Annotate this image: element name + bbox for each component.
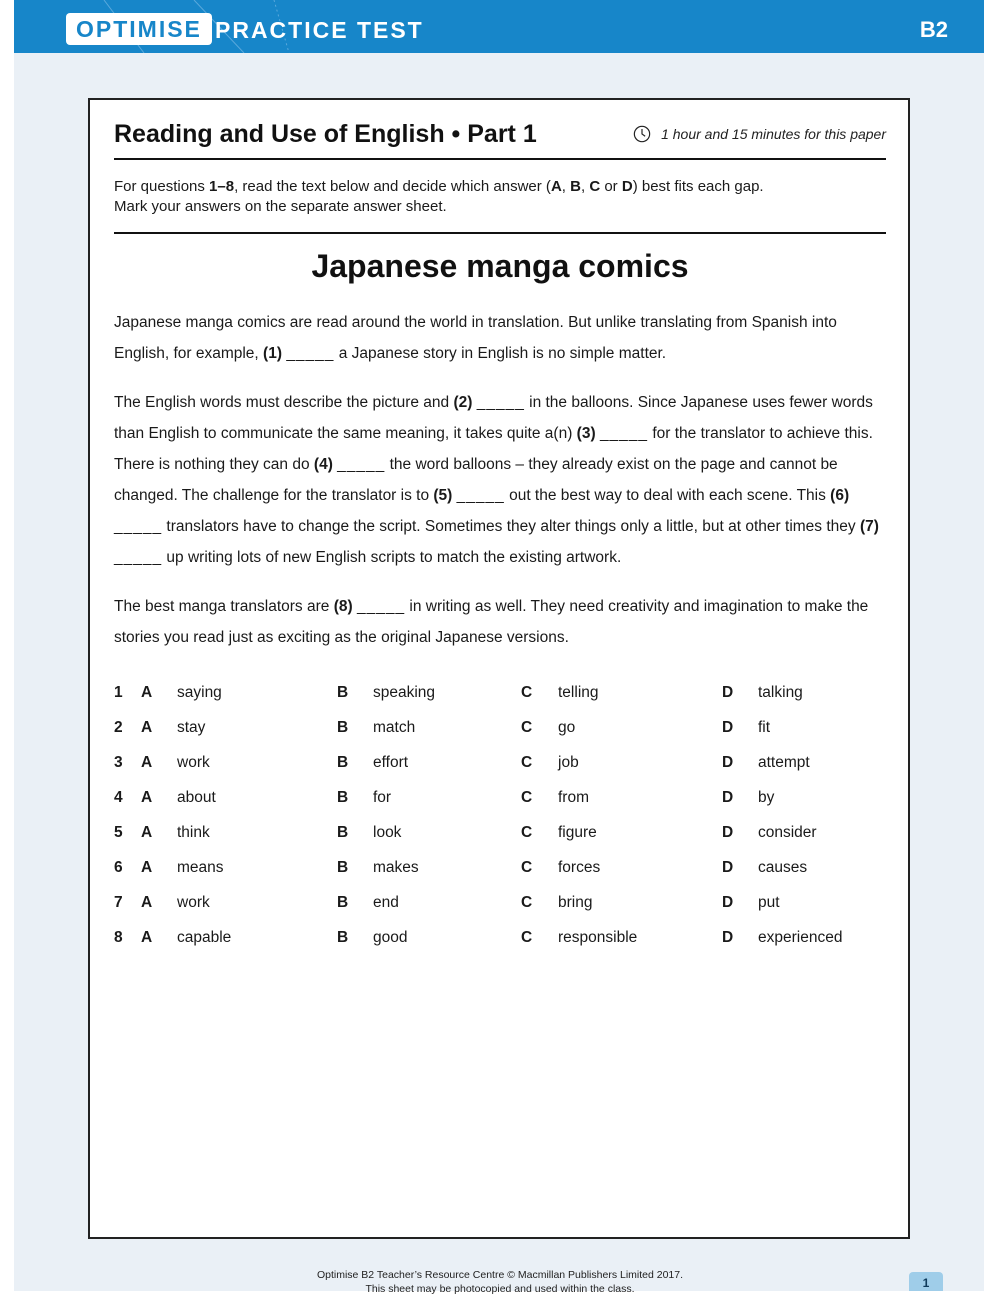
gap-label: (3) (576, 425, 596, 442)
copyright-line: Optimise B2 Teacher’s Resource Centre © Macmillan Publishers Limited 2017. (316, 1269, 684, 1281)
option-letter-b: B (337, 719, 349, 736)
option-b: good (373, 929, 408, 946)
gap-blank: _____ (456, 487, 505, 504)
option-d: causes (758, 859, 808, 876)
question-number: 4 (114, 789, 123, 806)
option-letter-c: C (521, 684, 533, 701)
option-a: work (177, 754, 210, 771)
option-c: bring (558, 894, 593, 911)
option-letter-a: A (141, 929, 153, 946)
passage-text: for the translator to achieve this. There is nothing they can do (114, 425, 873, 473)
passage-text: The English words must describe the picture and (114, 394, 454, 411)
option-row (114, 923, 886, 958)
gap-blank: _____ (114, 518, 163, 535)
option-letter-c: C (521, 824, 533, 841)
option-a: stay (177, 719, 206, 736)
gap-blank: _____ (476, 394, 525, 411)
gap-label: (7) (859, 518, 879, 535)
text-title: Japanese manga comics (311, 248, 689, 284)
option-letter-c: C (521, 859, 533, 876)
option-letter-b: B (337, 824, 349, 841)
option-a: work (177, 894, 210, 911)
paragraph-2 (114, 387, 894, 573)
instructions-text: , (561, 178, 571, 195)
option-row (114, 853, 886, 888)
option-a: think (177, 824, 210, 841)
option-letter-d: D (722, 894, 734, 911)
option-c: go (558, 719, 576, 736)
option-letter-d: D (722, 789, 734, 806)
instructions-text: or (600, 178, 622, 195)
option-c: responsible (558, 929, 638, 946)
passage-text: up writing lots of new English scripts to match the existing artwork. (162, 549, 622, 566)
option-letter-d: D (722, 859, 734, 876)
option-letter-c: C (521, 789, 533, 806)
option-letter-d: D (722, 719, 734, 736)
footer (0, 1268, 1000, 1296)
option-a: means (177, 859, 224, 876)
header-bar (14, 0, 984, 53)
option-letter-d: D (722, 824, 734, 841)
option-letter-a: A (141, 824, 153, 841)
question-number: 5 (114, 824, 123, 841)
option-d: experienced (758, 929, 843, 946)
option-row (114, 783, 886, 818)
option-letter-b: B (337, 929, 349, 946)
letter-c: C (589, 178, 601, 195)
option-letter-c: C (521, 894, 533, 911)
gap-label: (6) (830, 487, 850, 504)
option-d: consider (758, 824, 817, 841)
question-range: 1–8 (209, 178, 235, 195)
option-c: forces (558, 859, 601, 876)
divider (114, 232, 886, 234)
brand-logo: OPTIMISE (66, 13, 212, 45)
question-number: 6 (114, 859, 123, 876)
option-a: about (177, 789, 216, 806)
passage-text: in the balloons. Since Japanese uses fewer words than English to communicate the same meaning, it takes quite a(n) (114, 394, 873, 442)
option-c: from (558, 789, 589, 806)
option-letter-a: A (141, 684, 153, 701)
option-b: effort (373, 754, 409, 771)
instructions-text: ) best fits each gap. (632, 178, 764, 195)
gap-blank: _____ (114, 549, 163, 566)
gap-label: (4) (313, 456, 333, 473)
option-d: talking (758, 684, 803, 701)
letter-b: B (570, 178, 581, 195)
question-number: 1 (114, 684, 123, 701)
option-letter-a: A (141, 789, 153, 806)
passage-text: out the best way to deal with each scene. This (504, 487, 831, 504)
time-text: 1 hour and 15 minutes for this paper (661, 126, 886, 142)
option-letter-b: B (337, 684, 349, 701)
option-b: for (373, 789, 392, 806)
option-b: speaking (373, 684, 436, 701)
option-d: attempt (758, 754, 810, 771)
option-row (114, 678, 886, 713)
passage-text: the word balloons – they already exist on the page and cannot be changed. The challenge for the translator is to (114, 456, 838, 504)
question-number: 3 (114, 754, 123, 771)
instructions-line-1 (114, 177, 886, 197)
option-c: figure (558, 824, 597, 841)
passage-text: translators have to change the script. Sometimes they alter things only a little, but at other times they (162, 518, 860, 535)
question-number: 2 (114, 719, 123, 736)
option-letter-b: B (337, 789, 349, 806)
instructions-line-2: Mark your answers on the separate answer sheet. (114, 198, 447, 215)
instructions-text: , (580, 178, 590, 195)
answer-options (114, 678, 886, 958)
photocopy-note: This sheet may be photocopied and used within the class. (365, 1283, 635, 1295)
question-number: 8 (114, 929, 123, 946)
gap-label: (5) (433, 487, 453, 504)
header-title: PRACTICE TEST (215, 17, 424, 43)
option-b: look (373, 824, 402, 841)
option-letter-c: C (521, 929, 533, 946)
gap-label: (2) (453, 394, 473, 411)
option-letter-b: B (337, 754, 349, 771)
option-a: saying (177, 684, 222, 701)
option-b: end (373, 894, 399, 911)
option-d: put (758, 894, 780, 911)
question-number: 7 (114, 894, 123, 911)
passage-text: a Japanese story in English is no simple matter. (334, 345, 667, 362)
time-note (633, 125, 886, 143)
option-row (114, 713, 886, 748)
option-letter-d: D (722, 929, 734, 946)
level-badge: B2 (919, 17, 948, 42)
option-letter-c: C (521, 719, 533, 736)
option-d: fit (758, 719, 771, 736)
letter-a: A (550, 178, 562, 195)
option-row (114, 888, 886, 923)
option-c: job (558, 754, 579, 771)
gap-blank: _____ (599, 425, 649, 442)
option-d: by (758, 789, 775, 806)
gap-blank: _____ (286, 345, 335, 362)
letter-d: D (621, 178, 633, 195)
passage-text: in writing as well. They need creativity and imagination to make the stories you read just as exciting as the original Japanese versions. (114, 598, 869, 646)
passage (114, 307, 894, 671)
option-c: telling (558, 684, 599, 701)
option-letter-d: D (722, 684, 734, 701)
option-letter-b: B (337, 894, 349, 911)
gap-blank: _____ (356, 598, 406, 615)
option-row (114, 818, 886, 853)
gap-blank: _____ (337, 456, 386, 473)
option-letter-a: A (141, 859, 153, 876)
option-letter-c: C (521, 754, 533, 771)
option-letter-a: A (141, 754, 153, 771)
divider (114, 158, 886, 160)
option-letter-a: A (141, 719, 153, 736)
gap-label: (1) (263, 345, 282, 362)
paragraph-1 (114, 307, 894, 369)
option-row (114, 748, 886, 783)
option-letter-d: D (722, 754, 734, 771)
option-b: makes (373, 859, 419, 876)
passage-text: The best manga translators are (114, 598, 334, 615)
paragraph-3 (114, 591, 894, 653)
option-a: capable (177, 929, 232, 946)
instructions (114, 177, 886, 217)
gap-label: (8) (333, 598, 353, 615)
option-b: match (373, 719, 416, 736)
option-letter-a: A (141, 894, 153, 911)
page-number: 1 (909, 1272, 943, 1291)
instructions-text: , read the text below and decide which answer ( (234, 178, 551, 195)
instructions-text: For questions (114, 178, 210, 195)
option-letter-b: B (337, 859, 349, 876)
test-sheet (88, 98, 910, 1239)
clock-icon (633, 125, 651, 143)
passage-text: Japanese manga comics are read around the world in translation. But unlike translating from Spanish into English, for example, (114, 314, 837, 362)
part-title: Reading and Use of English • Part 1 (114, 120, 537, 148)
